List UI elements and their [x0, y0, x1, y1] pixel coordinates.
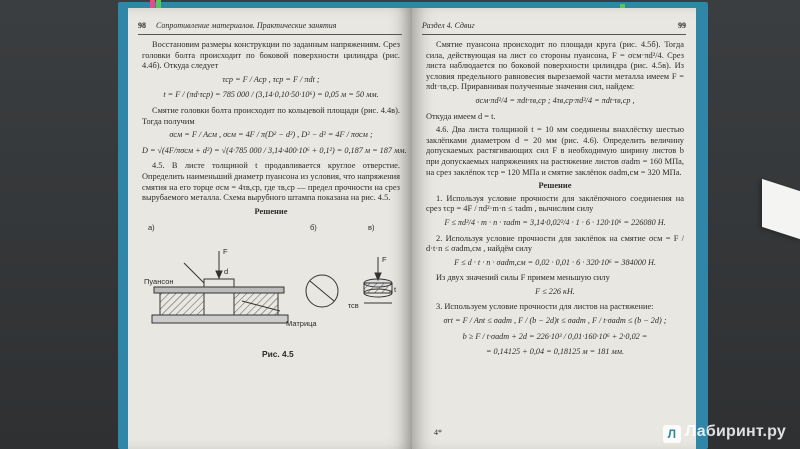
signature-mark: 4*	[434, 428, 442, 437]
solution-heading: Решение	[538, 181, 572, 191]
force-label: F	[223, 247, 228, 257]
right-page	[412, 8, 696, 449]
left-page-text	[142, 40, 407, 360]
dimension-t-label: t	[394, 285, 397, 295]
right-page-number: 99	[678, 21, 686, 30]
formula: F ≤ d · t · n · σadm,см = 0,02 · 0,01 · 6 · 320·10⁶ = 384000 Н.	[454, 257, 656, 267]
solution-heading: Решение	[254, 206, 288, 216]
paragraph: 3. Используем условие прочности для листов на растяжение:	[436, 302, 654, 312]
tau-label: τсв	[348, 301, 359, 311]
right-page-running-title: Раздел 4. Сдвиг	[422, 21, 475, 30]
paragraph: 1. Используя условие прочности для заклёпочного соединения на срез τср = 4F / πd²·m·n ≤ τadm , вычислим силу	[426, 193, 684, 214]
labirint-logo-icon: Л	[663, 425, 681, 443]
paragraph: Откуда имеем d = t.	[426, 111, 496, 121]
figure-4-5	[142, 221, 400, 360]
right-page-text	[426, 40, 684, 363]
paragraph: Смятие пуансона происходит по площади круга (рис. 4.5б). Тогда сила, действующая на лист со стороны пуансона, F = σсм·πd²/4. Срез листа наблюдается по боковой поверхности цилиндра (рис. 4.5в). Из условия предельного равновесия вырезаемой части металла имеем F = πdt·τв,ср. Приравнивая полученные значения сил, найдем:	[426, 40, 684, 92]
left-page-number: 98	[138, 21, 146, 30]
figure-caption: Рис. 4.5	[262, 349, 294, 360]
figure-label-b: б)	[310, 223, 317, 233]
formula: τср = F / Aср , τср = F / πdt ;	[222, 74, 320, 84]
formula: t = F / (πd·τср) = 785 000 / (3,14·0,10·50·10⁶) = 0,05 м = 50 мм.	[163, 90, 379, 100]
formula: D = √(4F/πσсм + d²) = √(4·785 000 / 3,14·400·10⁶ + 0,1²) = 0,187 м = 187 мм.	[142, 145, 407, 155]
figure-label-a: а)	[148, 223, 155, 233]
formula: σсм·πd²/4 = πdt·τв,ср ; 4τв,ср·πd²/4 = πdt·τв,ср ,	[475, 95, 635, 105]
paragraph: Восстановим размеры конструкции по заданным напряжениям. Срез головки болта происходит по боковой поверхности цилиндра (рис. 4.4б). Откуда следует	[142, 40, 400, 71]
paragraph: 2. Используя условие прочности для заклёпок на смятие σсм = F / d·t·n ≤ σadm,см , найдём силу	[426, 233, 684, 254]
formula: σrt = F / Ant ≤ σadm , F / (b − 2d)t ≤ σadm , F / t·σadm ≤ (b − 2d) ;	[443, 316, 667, 326]
left-page-running-title: Сопротивление материалов. Практические занятия	[156, 21, 337, 30]
formula: σсм = F / Aсм , σсм = 4F / π(D² − d²) , D² − d² = 4F / πσсм ;	[169, 130, 373, 140]
figure-label-c: в)	[368, 223, 375, 233]
right-page-header	[422, 18, 686, 35]
watermark	[663, 423, 786, 443]
left-page-header	[138, 18, 402, 35]
formula: F ≤ πd²/4 · m · n · τadm = 3,14·0,02²/4 · 1 · 6 · 120·10⁶ = 226080 Н.	[444, 217, 666, 227]
paragraph: Из двух значений силы F примем меньшую силу	[436, 273, 610, 283]
left-page	[128, 8, 412, 449]
die-label: Матрица	[286, 319, 317, 329]
dimension-d-label: d	[224, 267, 229, 277]
watermark-text: Лабиринт.ру	[684, 423, 786, 440]
force-label-c: F	[382, 255, 387, 265]
problem-4-6: 4.6. Два листа толщиной t = 10 мм соединены внахлёстку шестью заклёпками диаметром d = 20 мм (рис. 4.6). Определить величину допускаемых растягивающих сил F в необходимую ширину листов b при допускаемых напряжениях на растяжение листов σadm = 160 МПа, на срез заклёпок τср = 120 МПа и смятие заклёпок σadm,см = 320 МПа.	[426, 125, 684, 177]
punch-label: Пуансон	[144, 277, 174, 287]
formula: b ≥ F / t·σadm + 2d = 226·10³ / 0,01·160·10⁶ + 2·0,02 =	[462, 331, 648, 341]
problem-4-5: 4.5. В листе толщиной t продавливается круглое отверстие. Определить наименьший диаметр пуансона из условия, что напряжения смятия на его торце σсм = 4τв,ср, где τв,ср — предел прочности на срез вырубаемого металла. Схема вырубного штампа показана на рис. 4.5.	[142, 161, 401, 203]
figure-drawing	[142, 221, 400, 347]
paragraph: Смятие головки болта происходит по кольцевой площади (рис. 4.4в). Тогда получим	[142, 105, 400, 126]
formula: = 0,14125 + 0,04 = 0,18125 м = 181 мм.	[485, 347, 625, 357]
formula: F ≤ 226 кН.	[535, 286, 575, 296]
